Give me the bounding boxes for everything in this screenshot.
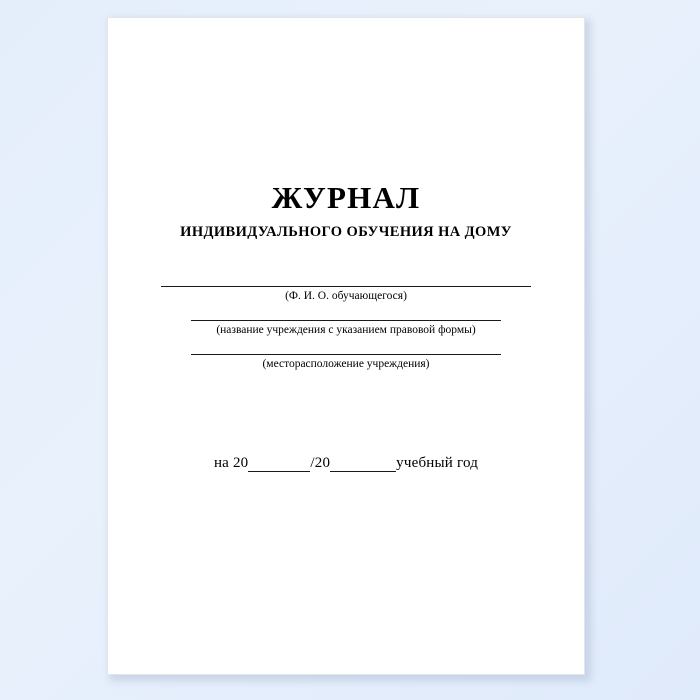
institution-location-caption: (месторасположение учреждения) — [262, 358, 430, 370]
document-cover — [107, 17, 585, 675]
year-suffix: учебный год — [396, 455, 479, 471]
student-name-caption: (Ф. И. О. обучающегося) — [285, 290, 407, 302]
document-content — [108, 18, 584, 674]
institution-name-rule[interactable] — [191, 320, 501, 321]
field-institution-name — [108, 320, 584, 336]
institution-location-rule[interactable] — [191, 354, 501, 355]
year-end-blank[interactable] — [330, 457, 396, 472]
student-name-rule[interactable] — [161, 286, 531, 287]
year-separator: /20 — [310, 455, 331, 471]
field-institution-location — [108, 354, 584, 370]
year-prefix: на 20 — [213, 455, 249, 471]
field-student-name — [108, 286, 584, 302]
year-start-blank[interactable] — [248, 457, 310, 472]
document-title: ЖУРНАЛ — [271, 180, 421, 215]
academic-year-line — [108, 455, 584, 472]
document-subtitle: ИНДИВИДУАЛЬНОГО ОБУЧЕНИЯ НА ДОМУ — [180, 224, 512, 241]
title-block — [108, 181, 584, 241]
fill-in-fields — [108, 286, 584, 370]
institution-name-caption: (название учреждения с указанием правовой формы) — [216, 324, 476, 336]
